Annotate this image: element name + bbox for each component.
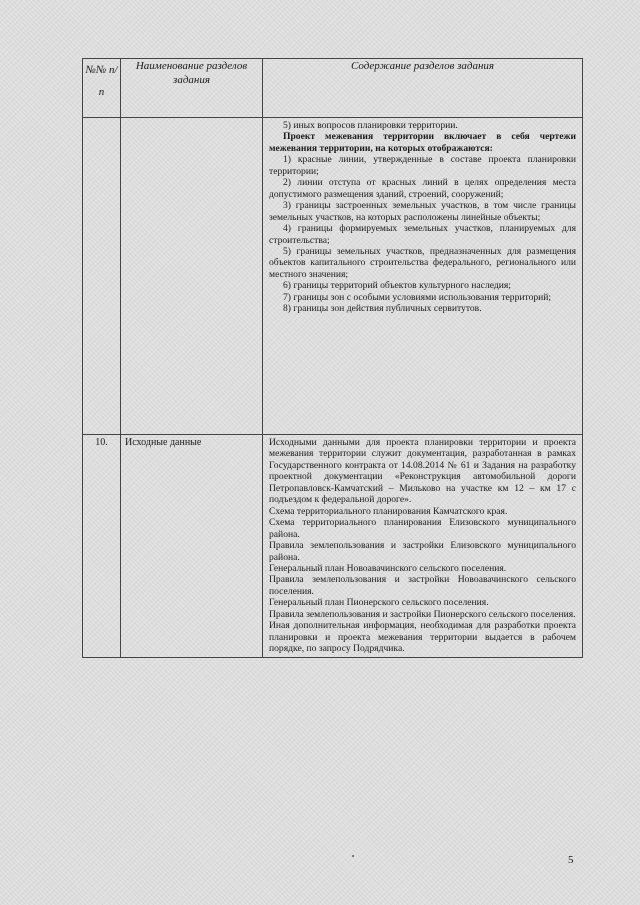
- header-section-name: Наименование разделов задания: [121, 59, 263, 118]
- content-paragraph: Правила землепользования и застройки Елизовского муниципального района.: [269, 540, 576, 563]
- content-paragraph: Правила землепользования и застройки Новоавачинского сельского поселения.: [269, 574, 576, 597]
- content-paragraph: 5) иных вопросов планировки территории.: [283, 120, 458, 131]
- content-paragraph: 8) границы зон действия публичных сервитутов.: [283, 303, 482, 315]
- content-paragraph: 4) границы формируемых земельных участков, планируемых для строительства;: [269, 223, 576, 246]
- row-content-text: [263, 435, 582, 657]
- content-paragraph: Правила землепользования и застройки Пионерского сельского поселения.: [269, 608, 576, 620]
- content-paragraph: 7) границы зон с особыми условиями использования территорий;: [283, 291, 552, 303]
- table-row: [83, 435, 583, 658]
- content-paragraph: Иная дополнительная информация, необходимая для разработки проекта планировки и проекта межевания территории выдается в рабочем порядке, по запросу Подрядчика.: [269, 620, 576, 655]
- content-paragraph: 6) границы территорий объектов культурного наследия;: [283, 280, 511, 292]
- content-paragraph: Исходными данными для проекта планировки территории и проекта межевания территории служит документация, разработанная в рамках Государственного контракта от 14.08.2014 № 61 и Задания на разработку проектной документации «Реконструкция автомобильной дороги Петропавловск-Камчатский – Мильково на участке км 12 – км 17 с подъездом к федеральной дороге».: [269, 437, 576, 506]
- content-paragraph: 3) границы застроенных земельных участков, в том числе границы земельных участков, на которых расположены линейные объекты;: [269, 200, 576, 223]
- row-section-content: [263, 118, 583, 435]
- page-number: 5: [568, 854, 574, 866]
- row-content-text: [263, 118, 582, 317]
- specification-table: [82, 58, 583, 658]
- header-section-content: Содержание разделов задания: [263, 59, 583, 118]
- table-row: [83, 118, 583, 435]
- row-section-name: Исходные данные: [121, 435, 263, 658]
- content-paragraph: Проект межевания территории включает в себя чертежи межевания территории, на которых отображаются:: [269, 131, 576, 154]
- content-paragraph: Схема территориального планирования Камчатского края.: [269, 505, 508, 517]
- header-number: №№ п/п: [83, 59, 121, 118]
- scan-mark: [352, 855, 354, 857]
- content-paragraph: 2) линии отступа от красных линий в целях определения места допустимого размещения зданий, строений, сооружений;: [269, 177, 576, 200]
- content-paragraph: Генеральный план Новоавачинского сельского поселения.: [269, 562, 507, 574]
- content-paragraph: 1) красные линии, утвержденные в составе проекта планировки территории;: [269, 154, 576, 177]
- content-paragraph: 5) границы земельных участков, предназначенных для размещения объектов капитального строительства федерального, регионального или местного значения;: [269, 245, 576, 280]
- row-section-name: [121, 118, 263, 435]
- row-number: [83, 118, 121, 435]
- content-paragraph: Схема территориального планирования Елизовского муниципального района.: [269, 517, 576, 540]
- row-section-content: [263, 435, 583, 658]
- row-number: 10.: [83, 435, 121, 658]
- content-paragraph: Генеральный план Пионерского сельского поселения.: [269, 597, 489, 609]
- table-header-row: [83, 59, 583, 118]
